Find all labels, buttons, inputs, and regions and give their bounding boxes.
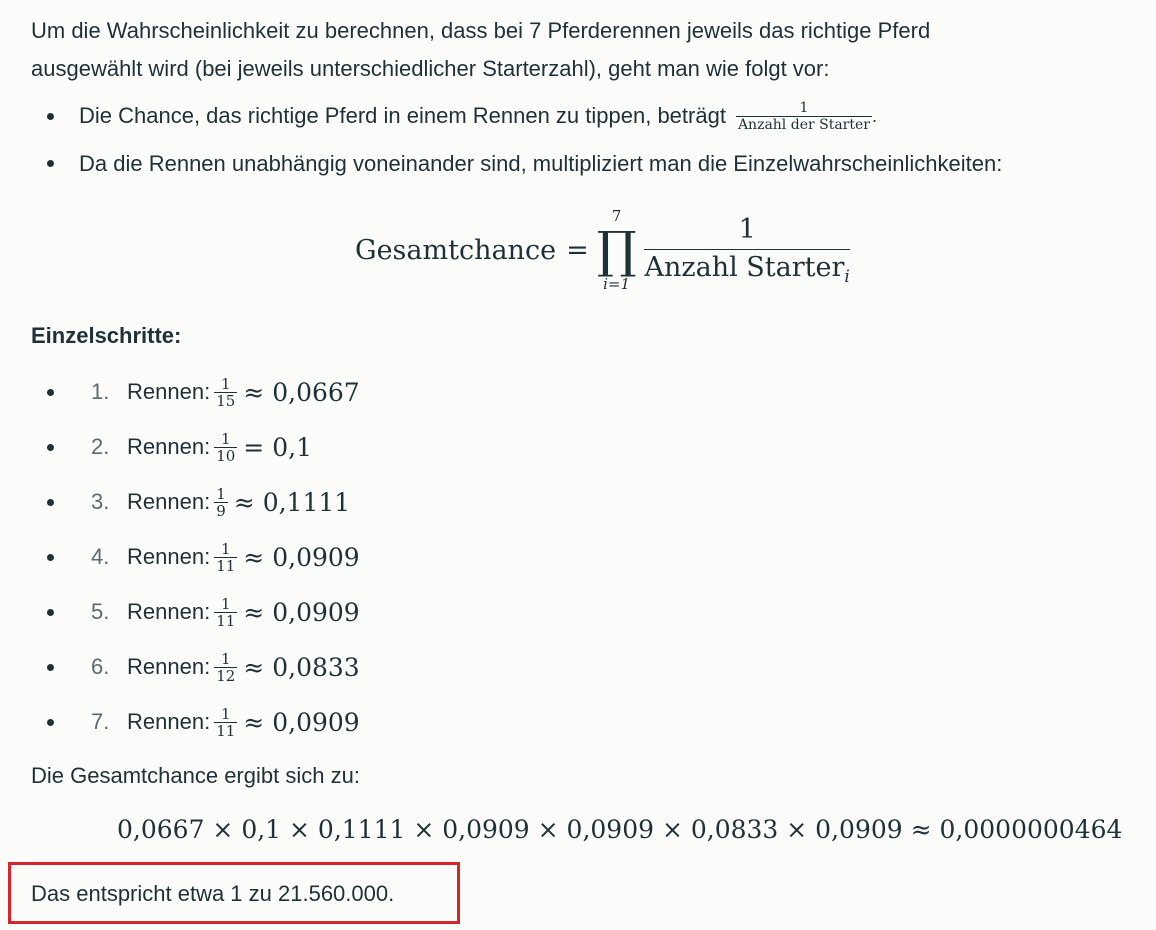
step-fraction-denominator: 9 [216,501,226,520]
step-bullet-dot [47,444,54,451]
intro-line-1: Um die Wahrscheinlichkeit zu berechnen, dass bei 7 Pferderennen jeweils das richtige Pferd [31,18,931,43]
step-number: 5. [91,599,110,624]
bullet-item-chance [79,96,877,136]
step-item [91,592,360,632]
bullet-text: Die Chance, das richtige Pferd in einem Rennen zu tippen, beträgt [79,103,726,128]
step-relation: ≈ [243,542,265,572]
step-fraction-denominator: 10 [216,446,236,465]
step-bullet-dot [47,389,54,396]
bullet-dot [47,160,54,167]
step-value: 0,1 [272,432,312,462]
step-relation: ≈ [243,652,265,682]
step-value: 0,0667 [272,377,360,407]
step-fraction-denominator: 15 [216,391,236,410]
product-operator [597,208,637,292]
fraction-numerator: 1 [736,100,872,117]
step-label: Rennen: [127,379,211,404]
step-value: 0,0909 [272,597,360,627]
step-fraction-denominator: 11 [216,721,236,740]
step-fraction-denominator: 11 [216,556,236,575]
step-bullet-dot [47,664,54,671]
step-bullet-dot [47,719,54,726]
intro-line-2: ausgewählt wird (bei jeweils unterschiedlicher Starterzahl), geht man wie folgt vor: [31,56,830,81]
step-bullet-dot [47,554,54,561]
total-intro: Die Gesamtchance ergibt sich zu: [31,763,360,788]
step-bullet-dot [47,609,54,616]
step-number: 7. [91,709,110,734]
step-relation: ≈ [233,487,255,517]
step-label: Rennen: [127,544,211,569]
step-fraction-numerator: 1 [216,484,226,503]
step-item [91,647,360,687]
product-calculation: 0,0667 × 0,1 × 0,1111 × 0,0909 × 0,0909 × 0,0833 × 0,0909 ≈ 0,0000000464 [117,815,1123,844]
conclusion-text: Das entspricht etwa 1 zu 21.560.000. [31,881,395,906]
formula-lhs: Gesamtchance [355,234,557,266]
step-bullet-dot [47,499,54,506]
step-fraction [214,706,237,739]
step-fraction [214,376,237,409]
step-fraction-numerator: 1 [214,376,237,393]
product-symbol: ∏ [596,221,637,279]
step-number: 6. [91,654,110,679]
bullet-suffix: . [871,107,878,126]
product-lower-limit: i=1 [603,275,631,293]
step-fraction-numerator: 1 [214,596,237,613]
formula-fraction [644,214,849,287]
step-label: Rennen: [127,709,211,734]
step-item [91,702,360,742]
step-fraction [214,596,237,629]
step-relation: ≈ [243,377,265,407]
step-label: Rennen: [127,654,211,679]
step-item [91,537,360,577]
step-fraction [214,541,237,574]
step-number: 3. [91,489,110,514]
step-fraction-numerator: 1 [214,706,237,723]
step-item [91,372,360,412]
step-fraction-denominator: 11 [216,611,236,630]
step-fraction-numerator: 1 [214,541,237,558]
step-fraction-denominator: 12 [216,666,236,685]
fraction-denominator: Anzahl der Starter [737,116,870,133]
step-fraction [214,431,237,464]
step-value: 0,0833 [272,652,360,682]
step-relation: = [243,432,265,462]
formula-subscript: i [844,266,850,287]
bullet-item-independence: Da die Rennen unabhängig voneinander sind, multipliziert man die Einzelwahrscheinlichkeiten: [79,151,1003,176]
step-number: 2. [91,434,110,459]
step-item [91,427,312,467]
step-fraction-numerator: 1 [214,651,237,668]
step-number: 4. [91,544,110,569]
step-fraction [214,486,228,519]
step-relation: ≈ [243,597,265,627]
step-fraction [214,651,237,684]
step-value: 0,0909 [272,542,360,572]
step-fraction-numerator: 1 [214,431,237,448]
step-value: 0,1111 [262,487,351,517]
product-upper-limit: 7 [611,207,622,225]
step-item [91,482,350,522]
step-label: Rennen: [127,489,211,514]
step-relation: ≈ [243,707,265,737]
product-formula [355,200,850,300]
step-value: 0,0909 [272,707,360,737]
formula-denominator-text: Anzahl Starter [644,251,845,283]
step-label: Rennen: [127,434,211,459]
bullet-dot [47,113,54,120]
steps-heading: Einzelschritte: [31,323,182,348]
formula-equals: = [566,234,589,266]
chance-fraction [736,100,872,133]
formula-denominator [644,250,849,287]
step-number: 1. [91,379,110,404]
formula-numerator: 1 [644,214,849,250]
step-label: Rennen: [127,599,211,624]
